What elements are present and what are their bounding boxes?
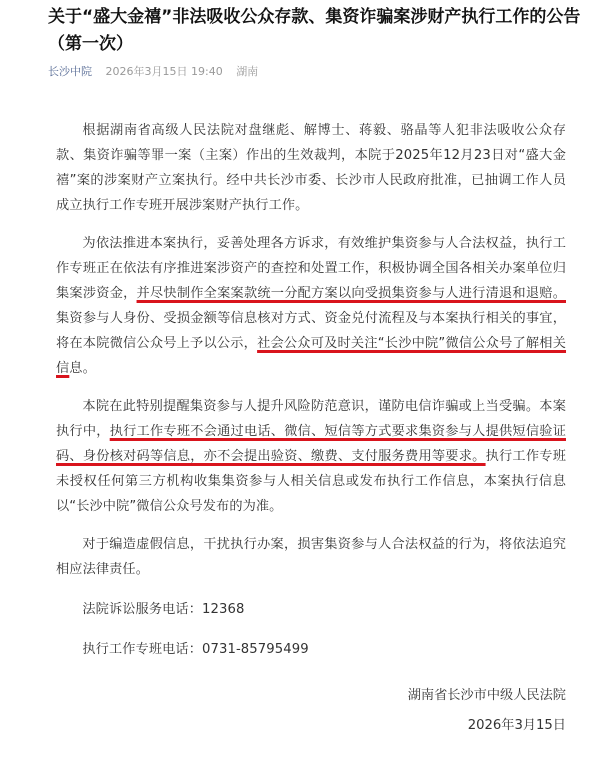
paragraph-3-text-c: 执行工作专班未授权任何第三方机构收集集资参与人相关信息或发布执行工作信息，本案执行信息以“长沙中院”微信公众号发布的为准。 xyxy=(56,449,566,514)
highlighted-text-fraud-warning: 执行工作专班不会通过电话、微信、短信等方式要求集资参与人提供短信验证码、身份核对码等信息，亦不会提出验资、缴费、支付服务费用等要求。 xyxy=(56,424,566,464)
signature-date: 2026年3月15日 xyxy=(467,718,566,733)
paragraph-3-text-a: 本院在此特别提醒集资参与人提升风险防范意识，谨防电信诈骗或上当受骗。本案执行中， xyxy=(56,399,566,439)
article-title: 关于“盛大金禧”非法吸收公众存款、集资诈骗案涉财产执行工作的公告（第一次） xyxy=(48,7,581,54)
paragraph-2-text-a: 为依法推进本案执行，妥善处理各方诉求，有效维护集资参与人合法权益，执行工作专班正在依法有序推进案涉资产的查控和处置工作，积极协调全国各相关办案单位归集案涉资金， xyxy=(56,236,566,301)
publish-location: 湖南 xyxy=(236,65,259,78)
paragraph-2-text-c: 集资参与人身份、受损金额等信息核对方式、资金兑付流程及与本案执行相关的事宜，将在本院微信公众号上予以公示， xyxy=(56,311,566,351)
paragraph-2 xyxy=(56,231,566,381)
court-service-phone: 法院诉讼服务电话：12368 xyxy=(82,602,245,617)
paragraph-2-text-e: 息。 xyxy=(69,361,96,376)
highlighted-text-follow-account: 社会公众可及时关注“长沙中院”微信公众号了解相关信 xyxy=(56,336,567,376)
article-meta xyxy=(48,63,268,79)
signature-org: 湖南省长沙市中级人民法院 xyxy=(407,688,566,703)
paragraph-1: 根据湖南省高级人民法院对盘继彪、解博士、蒋毅、骆晶等人犯非法吸收公众存款、集资诈骗等罪一案（主案）作出的生效裁判，本院于2025年12月23日对“盛大金禧”案的涉案财产立案执行。经中共长沙市委、长沙市人民政府批准，已抽调工作人员成立执行工作专班开展涉案财产执行工作。 xyxy=(56,123,566,213)
task-force-phone: 执行工作专班电话：0731-85795499 xyxy=(82,642,309,657)
paragraph-4: 对于编造虚假信息，干扰执行办案，损害集资参与人合法权益的行为，将依法追究相应法律责任。 xyxy=(56,537,566,577)
source-account-link[interactable]: 长沙中院 xyxy=(48,65,92,78)
paragraph-3 xyxy=(56,394,566,519)
publish-datetime: 2026年3月15日 19:40 xyxy=(105,65,223,78)
article-body xyxy=(56,118,566,677)
highlighted-text-distribution: 并尽快制作全案案款统一分配方案以向受损集资参与人进行清退和退赔。 xyxy=(136,286,566,301)
